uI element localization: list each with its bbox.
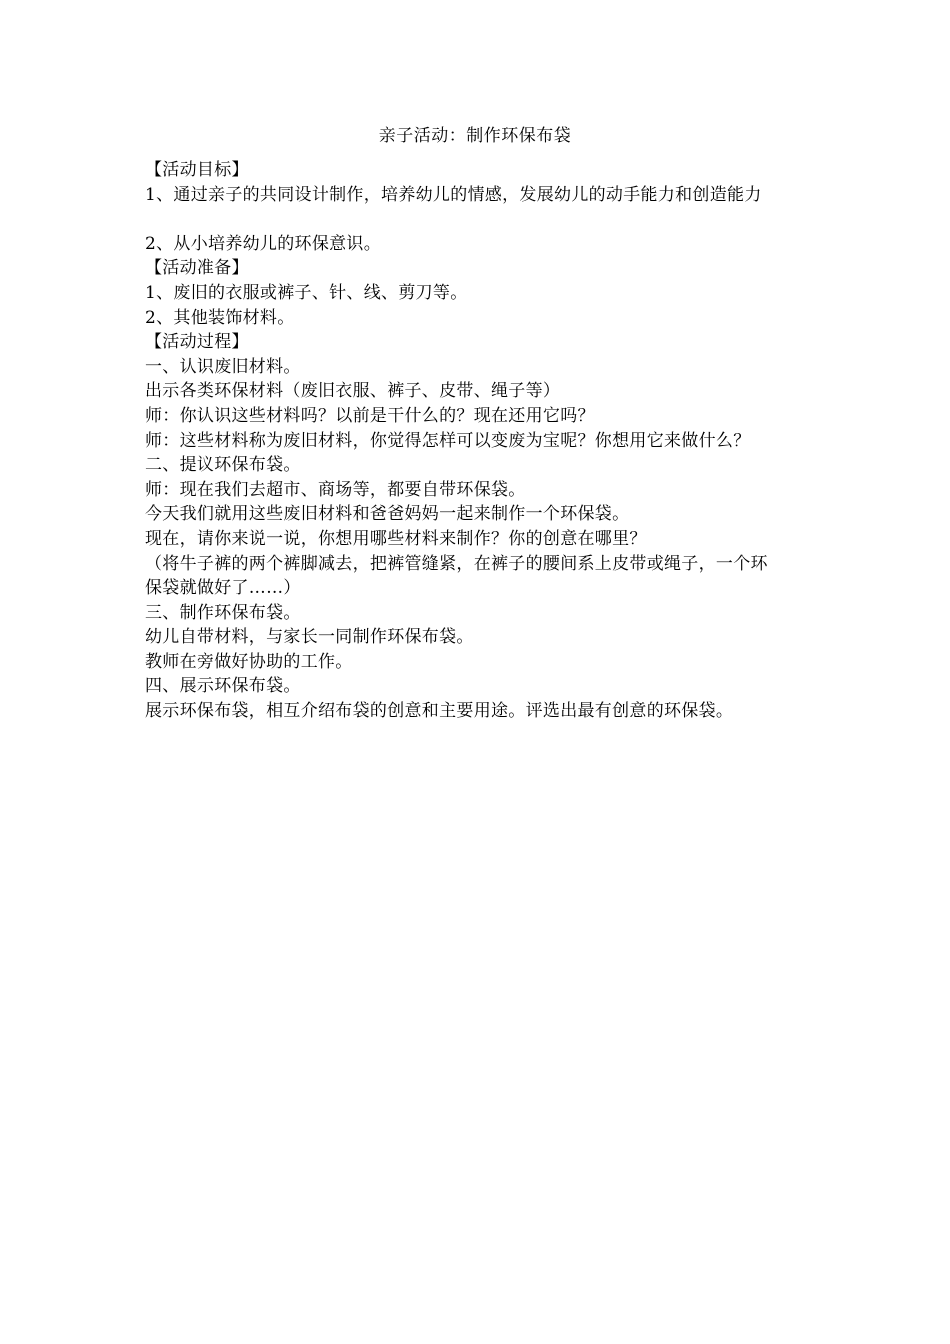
paragraph-line: 保袋就做好了……） [145,578,301,599]
paragraph-line: 出示各类环保材料（废旧衣服、裤子、皮带、绳子等） [145,381,561,402]
paragraph-line: 2、其他装饰材料。 [145,307,295,328]
paragraph-line: 一、认识废旧材料。 [145,356,301,377]
paragraph-line: 今天我们就用这些废旧材料和爸爸妈妈一起来制作一个环保袋。 [145,504,630,525]
section-heading: 【活动目标】 [145,160,249,180]
paragraph-line: 教师在旁做好协助的工作。 [145,651,353,672]
document-body [145,158,810,724]
paragraph-line: 1、通过亲子的共同设计制作，培养幼儿的情感，发展幼儿的动手能力和创造能力 [145,184,762,205]
paragraph-line: 二、提议环保布袋。 [145,455,301,476]
paragraph-line: 师：现在我们去超市、商场等，都要自带环保袋。 [145,479,526,500]
paragraph-line: 1、废旧的衣服或裤子、针、线、剪刀等。 [145,282,468,303]
paragraph-line: 四、展示环保布袋。 [145,676,301,697]
paragraph-line: 展示环保布袋，相互介绍布袋的创意和主要用途。评选出最有创意的环保袋。 [145,701,734,722]
paragraph-line: 2、从小培养幼儿的环保意识。 [145,233,382,254]
paragraph-line: （将牛子裤的两个裤脚减去，把裤管缝紧，在裤子的腰间系上皮带或绳子，一个环 [145,553,768,574]
paragraph-line: 师：这些材料称为废旧材料，你觉得怎样可以变废为宝呢？你想用它来做什么？ [145,430,751,451]
paragraph-line: 现在，请你来说一说，你想用哪些材料来制作？你的创意在哪里？ [145,528,647,549]
paragraph-line: 三、制作环保布袋。 [145,602,301,623]
section-heading: 【活动过程】 [145,332,249,353]
paragraph-line: 幼儿自带材料，与家长一同制作环保布袋。 [145,627,474,648]
paragraph-line: 师：你认识这些材料吗？以前是干什么的？现在还用它吗？ [145,405,595,426]
document-title: 亲子活动：制作环保布袋 [378,126,572,146]
section-heading: 【活动准备】 [145,258,249,279]
blank-line [145,207,810,232]
